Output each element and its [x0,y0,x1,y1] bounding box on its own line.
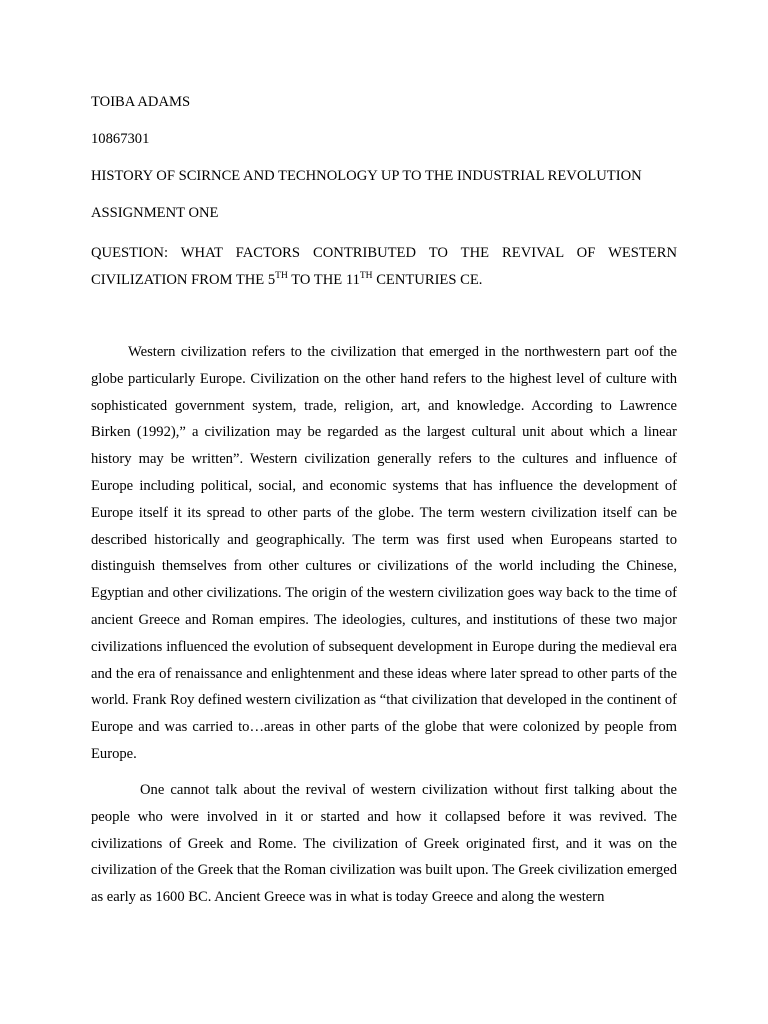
author-name: TOIBA ADAMS [91,94,191,110]
question-text-part-1: QUESTION: WHAT FACTORS CONTRIBUTED TO THE REVIVAL OF WESTERN CIVILIZATION FROM THE 5 [91,245,677,288]
body-paragraph-2: One cannot talk about the revival of western civilization without first talking about the people who were involved in it or started and how it collapsed before it was revived. The civilizations of Greek and Rome. The civilization of Greek originated first, and it was on the civilization of the Greek that the Roman civilization was built upon. The Greek civilization emerged as early as 1600 BC. Ancient Greece was in what is today Greece and along the western [91,782,677,906]
course-title: HISTORY OF SCIRNCE AND TECHNOLOGY UP TO THE INDUSTRIAL REVOLUTION [91,168,642,184]
body-paragraph-1: Western civilization refers to the civilization that emerged in the northwestern part oof the globe particularly Europe. Civilization on the other hand refers to the highest level of culture with sophisticated government system, trade, religion, art, and knowledge. According to Lawrence Birken (1992),” a civilization may be regarded as the largest cultural unit about which a linear history may be written”. Western civilization generally refers to the cultures and influence of Europe including political, social, and economic systems that has influence the development of Europe itself it its spread to other parts of the globe. The term western civilization itself can be described historically and geographically. The term was first used when Europeans started to distinguish themselves from other cultures or civilizations of the world including the Chinese, Egyptian and other civilizations. The origin of the western civilization goes way back to the time of ancient Greece and Roman empires. The ideologies, cultures, and institutions of these two major civilizations influenced the evolution of subsequent development in Europe during the medieval era and the era of renaissance and enlightenment and these ideas where later spread to other parts of the world. Frank Roy defined western civilization as “that civilization that developed in the continent of Europe and was carried to…areas in other parts of the globe that were colonized by people from Europe. [91,344,677,762]
assignment-title: ASSIGNMENT ONE [91,205,219,221]
student-id: 10867301 [91,131,150,147]
question-heading [91,240,677,294]
question-text-part-3: CENTURIES CE. [372,272,483,288]
question-superscript-1: TH [275,271,288,281]
question-superscript-2: TH [359,271,373,281]
question-text-part-2: TO THE 11 [287,272,360,288]
